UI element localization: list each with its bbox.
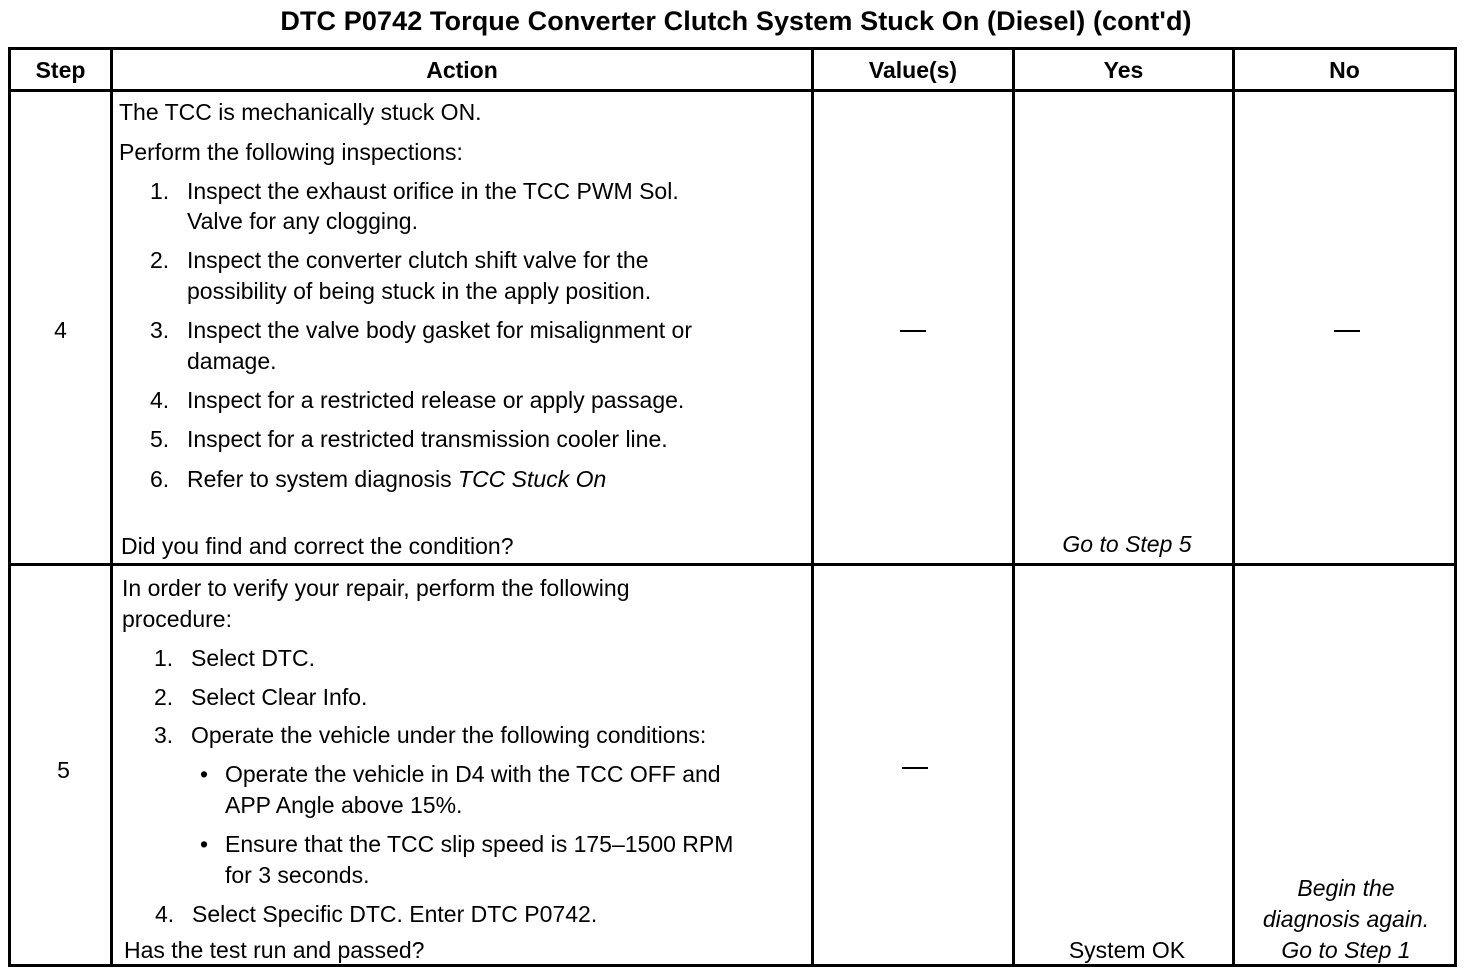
value-dash [900, 330, 926, 332]
list-item: Select DTC. [191, 645, 315, 671]
header-no: No [1329, 57, 1360, 83]
bullet-item: APP Angle above 15%. [225, 792, 463, 818]
action-intro: Perform the following inspections: [119, 139, 463, 165]
list-item: Select Specific DTC. Enter DTC P0742. [192, 901, 598, 927]
no-action-line: Go to Step 1 [1281, 937, 1411, 963]
header-values: Value(s) [868, 57, 958, 83]
value-dash [902, 767, 928, 769]
no-action-line: Begin the [1297, 875, 1395, 901]
action-question: Did you find and correct the condition? [121, 533, 514, 559]
bullet-item: Operate the vehicle in D4 with the TCC OFF and [225, 761, 721, 787]
list-item: damage. [187, 348, 277, 374]
header-yes: Yes [1103, 57, 1144, 83]
list-number: 1. [154, 645, 174, 671]
list-item: Inspect for a restricted release or apply passage. [187, 387, 685, 413]
list-number: 6. [150, 466, 170, 492]
bullet-item: for 3 seconds. [225, 862, 370, 888]
list-number: 3. [154, 722, 174, 748]
procedure-reference: TCC Stuck On [458, 466, 607, 492]
list-item: Operate the vehicle under the following conditions: [191, 722, 707, 748]
list-item: Inspect the converter clutch shift valve for the [187, 247, 649, 273]
step-number: 5 [57, 757, 70, 783]
no-action-line: diagnosis again. [1262, 906, 1430, 932]
page-title: DTC P0742 Torque Converter Clutch System Stuck On (Diesel) (cont'd) [280, 6, 1192, 36]
column-divider [1232, 47, 1235, 967]
list-number: 4. [150, 387, 170, 413]
list-number: 1. [150, 178, 170, 204]
column-divider [1012, 47, 1015, 967]
action-intro: procedure: [122, 606, 232, 632]
list-item: Valve for any clogging. [187, 208, 418, 234]
list-number: 2. [154, 684, 174, 710]
list-number: 2. [150, 247, 170, 273]
list-item: Select Clear Info. [191, 684, 368, 710]
yes-action: System OK [1068, 937, 1186, 963]
no-dash [1334, 330, 1360, 332]
header-action: Action [426, 57, 498, 83]
list-item-text: Refer to system diagnosis [187, 466, 459, 492]
bullet-item: Ensure that the TCC slip speed is 175–1500 RPM [225, 831, 734, 857]
column-divider [811, 47, 814, 967]
list-item: possibility of being stuck in the apply position. [187, 278, 652, 304]
list-item: Inspect the valve body gasket for misalignment or [187, 317, 692, 343]
row-divider [8, 563, 1457, 566]
action-intro: In order to verify your repair, perform the following [122, 575, 630, 601]
list-number: 5. [150, 426, 170, 452]
action-question: Has the test run and passed? [124, 937, 425, 963]
list-item [187, 464, 606, 494]
list-item: Inspect the exhaust orifice in the TCC PWM Sol. [187, 178, 679, 204]
bullet-dot: • [200, 761, 209, 787]
column-divider [110, 47, 113, 967]
bullet-dot: • [200, 831, 209, 857]
header-step: Step [35, 57, 86, 83]
action-intro: The TCC is mechanically stuck ON. [119, 99, 482, 125]
list-number: 3. [150, 317, 170, 343]
list-number: 4. [155, 901, 175, 927]
step-number: 4 [54, 317, 67, 343]
list-item: Inspect for a restricted transmission cooler line. [187, 426, 668, 452]
yes-action: Go to Step 5 [1062, 531, 1192, 557]
